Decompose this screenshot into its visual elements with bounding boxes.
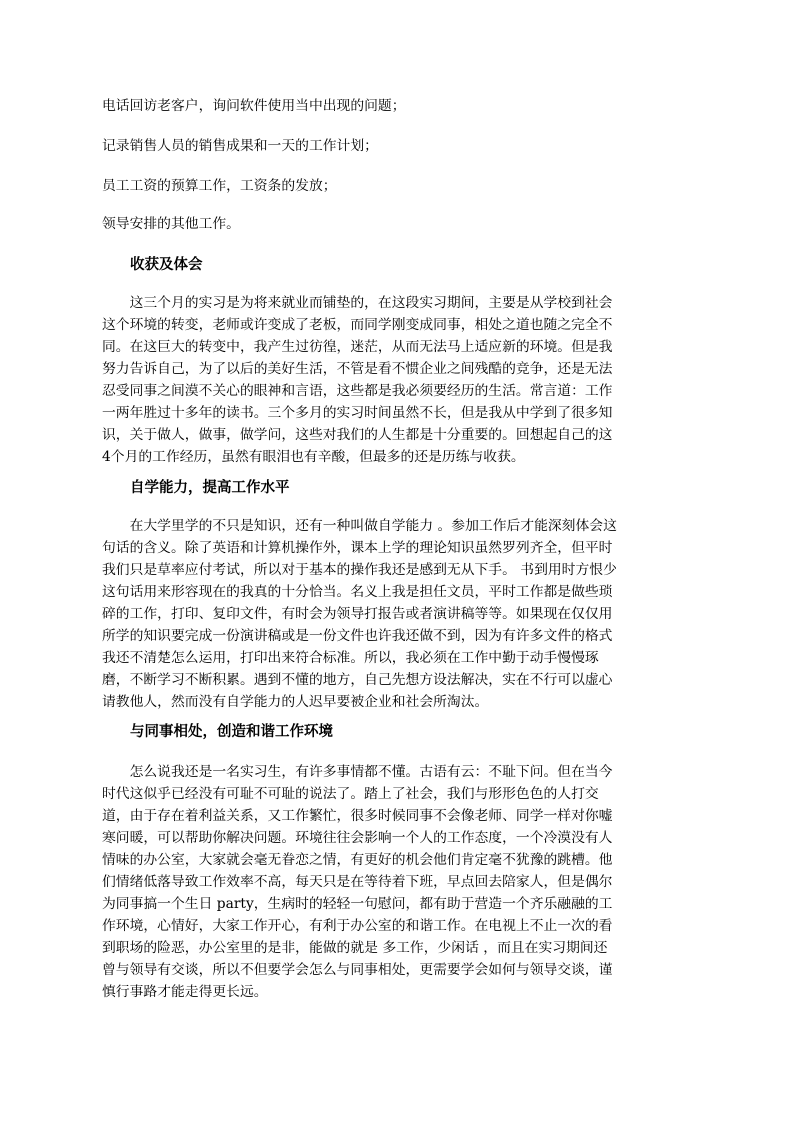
paragraph-line: 磨，不断学习不断积累。遇到不懂的地方，自己先想方设法解决，实在不行可以虚心	[102, 672, 613, 688]
paragraph-line: 作环境，心情好，大家工作开心，有利于办公室的和谐工作。在电视上不止一次的看	[102, 918, 613, 934]
paragraph-line: 请教他人，然而没有自学能力的人迟早要被企业和社会所淘汰。	[102, 694, 489, 710]
duty-item: 员工工资的预算工作，工资条的发放；	[102, 178, 337, 194]
duty-item: 记录销售人员的销售成果和一天的工作计划；	[102, 138, 378, 154]
section-heading: 与同事相处，创造和谐工作环境	[130, 723, 333, 740]
paragraph-line: 所学的知识要完成一份演讲稿或是一份文件也许我还做不到，因为有许多文件的格式	[102, 628, 613, 644]
section-paragraph	[102, 761, 702, 1003]
paragraph-line: 曾与领导有交谈，所以不但要学会怎么与同事相处，更需要学会如何与领导交谈，谨	[102, 962, 613, 978]
paragraph-line: 碎的工作，打印、复印文件，有时会为领导打报告或者演讲稿等等。如果现在仅仅用	[102, 606, 613, 622]
paragraph-line: 情味的办公室，大家就会毫无眷恋之情，有更好的机会他们肯定毫不犹豫的跳槽。他	[102, 852, 613, 868]
paragraph-line: 这三个月的实习是为将来就业而铺垫的，在这段实习期间，主要是从学校到社会	[102, 295, 613, 311]
paragraph-line: 句话的含义。除了英语和计算机操作外，课本上学的理论知识虽然罗列齐全，但平时	[102, 540, 613, 556]
paragraph-line: 道，由于存在着利益关系，又工作繁忙，很多时候同事不会像老师、同学一样对你嘘	[102, 808, 613, 824]
paragraph-line: 寒问暖，可以帮助你解决问题。环境往往会影响一个人的工作态度，一个冷漠没有人	[102, 830, 613, 846]
section-heading: 收获及体会	[130, 256, 203, 273]
paragraph-line: 努力告诉自己，为了以后的美好生活，不管是看不惯企业之间残酷的竞争，还是无法	[102, 361, 613, 377]
section-heading: 自学能力，提高工作水平	[130, 479, 290, 496]
paragraph-line: 这个环境的转变，老师或许变成了老板，而同学刚变成同事，相处之道也随之完全不	[102, 317, 613, 333]
duty-item: 电话回访老客户，询问软件使用当中出现的问题；	[102, 98, 406, 114]
paragraph-line: 我们只是草率应付考试，所以对于基本的操作我还是感到无从下手。 书到用时方恨少	[102, 562, 617, 578]
section-paragraph	[102, 515, 702, 713]
paragraph-line: 在大学里学的不只是知识，还有一种叫做自学能力 。参加工作后才能深刻体会这	[102, 518, 617, 534]
section-paragraph	[102, 292, 702, 468]
paragraph-line: 怎么说我还是一名实习生，有许多事情都不懂。古语有云：不耻下问。但在当今	[102, 764, 613, 780]
paragraph-line: 一两年胜过十多年的读书。三个多月的实习时间虽然不长，但是我从中学到了很多知	[102, 405, 613, 421]
paragraph-line: 为同事搞一个生日 party，生病时的轻轻一句慰问，都有助于营造一个齐乐融融的工	[102, 896, 613, 912]
paragraph-line: 4个月的工作经历，虽然有眼泪也有辛酸，但最多的还是历练与收获。	[102, 449, 525, 465]
paragraph-line: 时代这似乎已经没有可耻不可耻的说法了。踏上了社会，我们与形形色色的人打交	[102, 786, 599, 802]
paragraph-line: 我还不清楚怎么运用，打印出来符合标准。所以，我必须在工作中勤于动手慢慢琢	[102, 650, 599, 666]
paragraph-line: 慎行事路才能走得更长远。	[102, 984, 268, 1000]
paragraph-line: 识，关于做人，做事，做学问，这些对我们的人生都是十分重要的。回想起自己的这	[102, 427, 613, 443]
paragraph-line: 同。在这巨大的转变中，我产生过彷徨，迷茫，从而无法马上适应新的环境。但是我	[102, 339, 613, 355]
paragraph-line: 这句话用来形容现在的我真的十分恰当。名义上我是担任文员，平时工作都是做些琐	[102, 584, 613, 600]
paragraph-line: 到职场的险恶，办公室里的是非，能做的就是 多工作，少闲话 ，而且在实习期间还	[102, 940, 608, 956]
paragraph-line: 们情绪低落导致工作效率不高，每天只是在等待着下班，早点回去陪家人，但是偶尔	[102, 874, 613, 890]
duty-item: 领导安排的其他工作。	[102, 216, 240, 232]
paragraph-line: 忍受同事之间漠不关心的眼神和言语，这些都是我必须要经历的生活。常言道：工作	[102, 383, 613, 399]
